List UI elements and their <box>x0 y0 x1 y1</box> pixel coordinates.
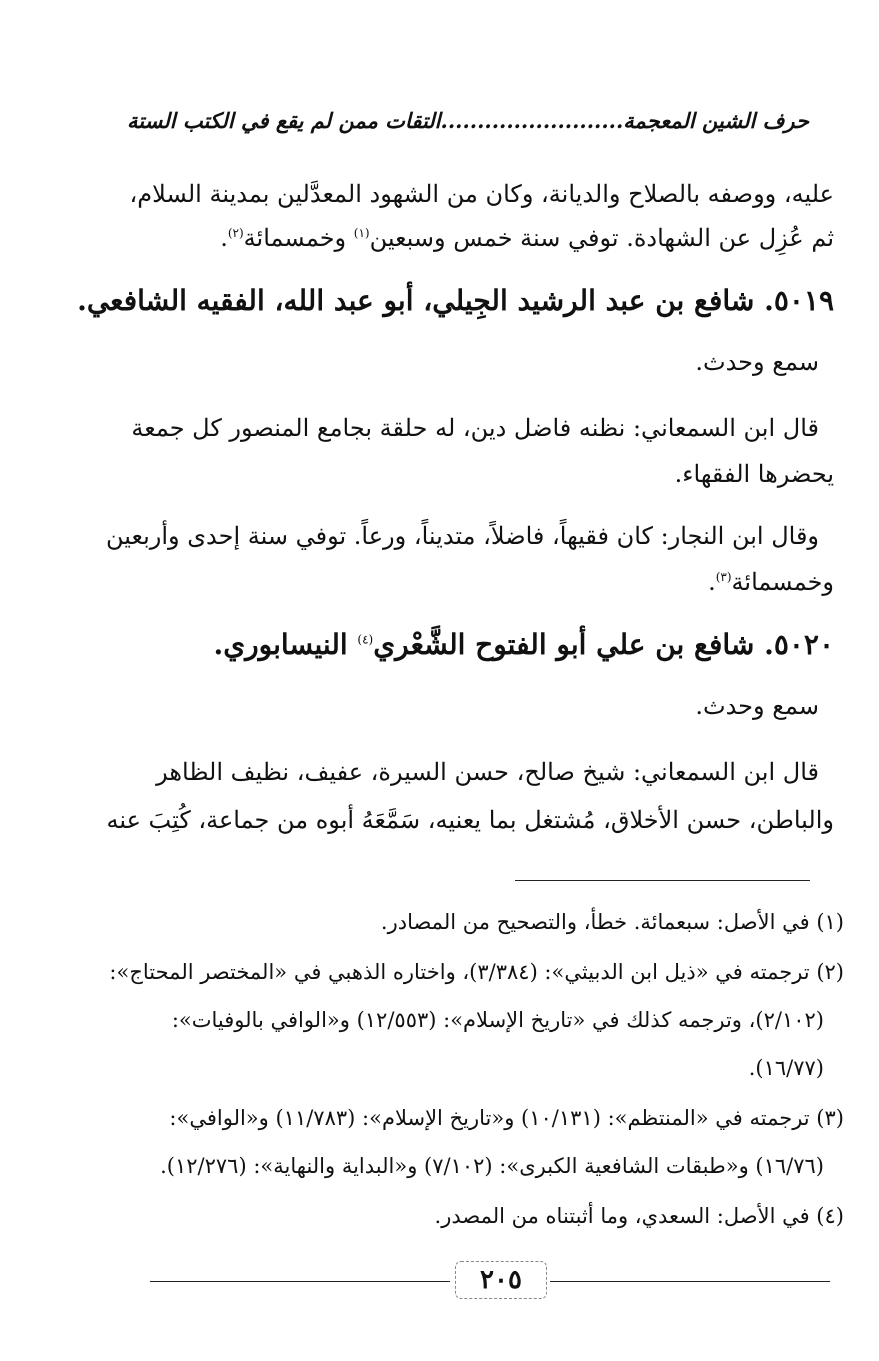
body-line: سمع وحدث. <box>695 692 819 720</box>
entry-number: ٥٠٢٠. <box>764 628 834 661</box>
entry-name: شافع بن علي أبو الفتوح الشَّعْري <box>373 628 755 661</box>
entry-number: ٥٠١٩. <box>764 284 834 317</box>
bottom-rule-right <box>550 1281 830 1282</box>
entry-heading-5019 <box>77 284 834 317</box>
body-text-span: وخمسمائة <box>243 224 354 252</box>
body-line: قال ابن السمعاني: شيخ صالح، حسن السيرة، عفيف، نظيف الظاهر <box>156 758 819 786</box>
body-line: سمع وحدث. <box>695 348 819 376</box>
footnote-4: (٤) في الأصل: السعدي، وما أثبتناه من المصدر. <box>434 1204 844 1228</box>
body-line: وقال ابن النجار: كان فقيهاً، فاضلاً، متديناً، ورعاً. توفي سنة إحدى وأربعين <box>105 522 819 550</box>
footnote-marker: (١) <box>353 226 370 240</box>
footnote-2-cont: (٢/١٠٢)، وترجمه كذلك في «تاريخ الإسلام»: (١٢/٥٥٣) و«الوافي بالوفيات»: <box>171 1008 824 1032</box>
body-text-span: وخمسمائة <box>731 568 834 596</box>
footnote-marker: (٣) <box>715 570 732 584</box>
entry-name: النيسابوري. <box>213 628 358 661</box>
body-line: عليه، ووصفه بالصلاح والديانة، وكان من الشهود المعدَّلين بمدينة السلام، <box>129 180 834 208</box>
body-text-span: . <box>708 568 716 596</box>
footnote-separator <box>515 880 810 881</box>
body-line: والباطن، حسن الأخلاق، مُشتغل بما يعنيه، سَمَّعَهُ أبوه من جماعة، كُتِبَ عنه <box>106 806 834 834</box>
entry-heading-5020 <box>213 628 834 661</box>
footnote-marker: (٤) <box>357 632 374 647</box>
body-text-span: ثم عُزِل عن الشهادة. توفي سنة خمس وسبعين <box>369 224 834 252</box>
footnote-1: (١) في الأصل: سبعمائة. خطأ، والتصحيح من المصادر. <box>380 910 844 934</box>
body-line: يحضرها الفقهاء. <box>674 460 834 488</box>
footnote-2-cont: (١٦/٧٧). <box>748 1056 824 1080</box>
bottom-rule-left <box>150 1281 450 1282</box>
entry-name: شافع بن عبد الرشيد الجِيلي، أبو عبد الله، الفقيه الشافعي. <box>77 284 755 317</box>
footnote-2: (٢) ترجمته في «ذيل ابن الدبيثي»: (٣/٣٨٤)، واختاره الذهبي في «المختصر المحتاج»: <box>109 960 844 984</box>
footnote-3-cont: (١٦/٧٦) و«طبقات الشافعية الكبرى»: (٧/١٠٢) و«البداية والنهاية»: (١٢/٢٧٦). <box>160 1154 824 1178</box>
body-line <box>220 224 834 252</box>
footnote-marker: (٢) <box>227 226 244 240</box>
page-number: ٢٠٥ <box>455 1261 547 1299</box>
body-line <box>708 568 834 596</box>
footnote-3: (٣) ترجمته في «المنتظم»: (١٠/١٣١) و«تاريخ الإسلام»: (١١/٧٨٣) و«الوافي»: <box>169 1106 844 1130</box>
body-text-span: . <box>220 224 228 252</box>
running-header: حرف الشين المعجمة.........................التقات ممن لم يقع في الكتب الستة <box>127 108 809 133</box>
body-line: قال ابن السمعاني: نظنه فاضل دين، له حلقة بجامع المنصور كل جمعة <box>131 414 819 442</box>
